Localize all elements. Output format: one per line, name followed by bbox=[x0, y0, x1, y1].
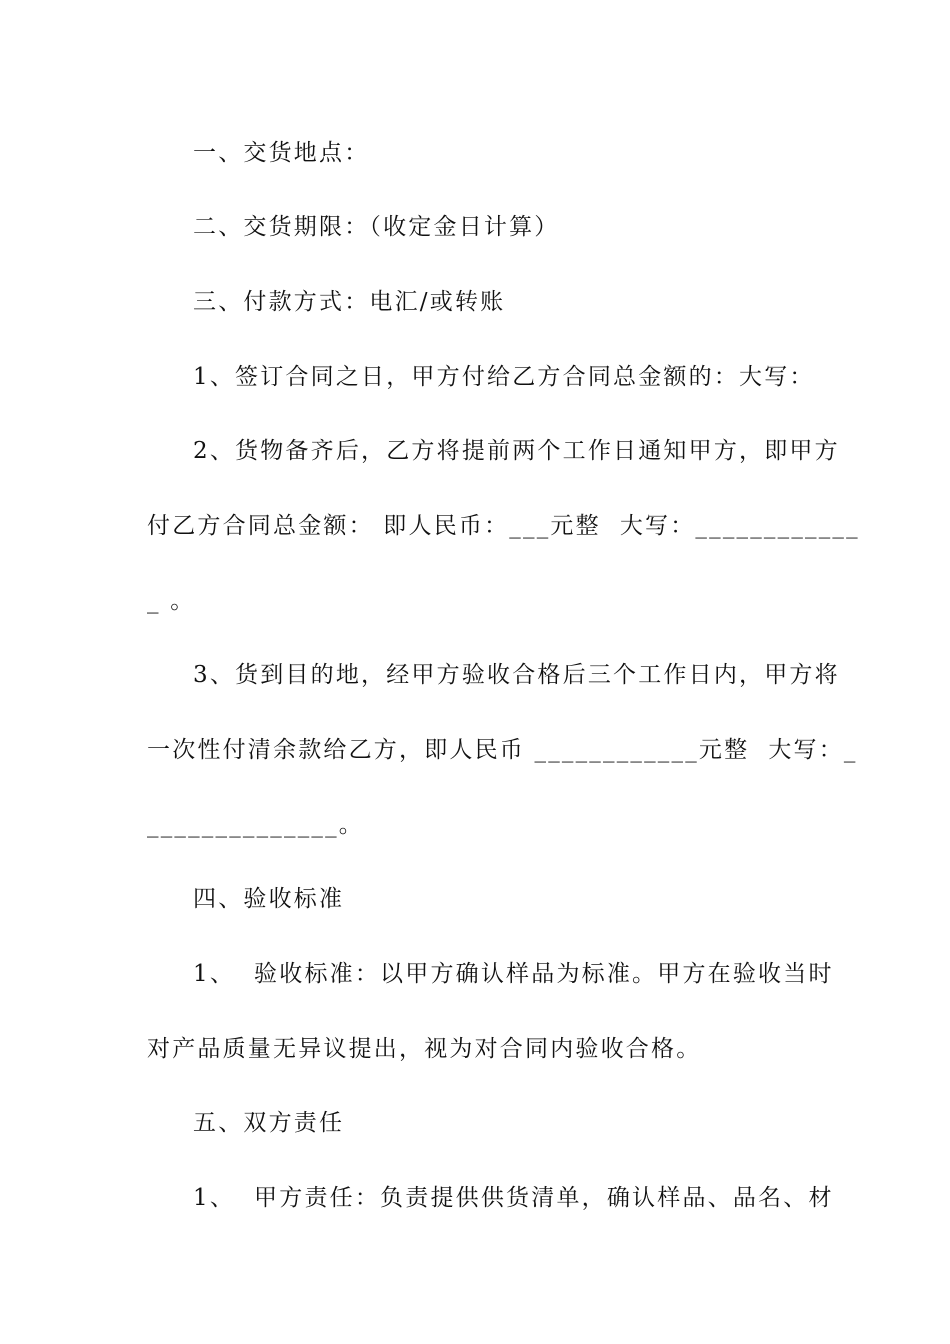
acceptance-clause-1-cont: 对产品质量无异议提出，视为对合同内验收合格。 bbox=[147, 1036, 702, 1062]
payment-clause-1: 1、签订合同之日，甲方付给乙方合同总金额的：大写： bbox=[193, 364, 815, 390]
delivery-location-line: 一、交货地点： bbox=[193, 140, 370, 166]
responsibilities-heading: 五、双方责任 bbox=[193, 1110, 345, 1136]
payment-method-line: 三、付款方式：电汇/或转账 bbox=[193, 289, 506, 315]
payment-clause-3-end: ______________。 bbox=[147, 812, 364, 838]
payment-clause-3: 3、货到目的地，经甲方验收合格后三个工作日内，甲方将 bbox=[193, 662, 840, 688]
payment-clause-3-cont: 一次性付清余款给乙方，即人民币 ____________元整 大写：_ bbox=[147, 737, 858, 763]
payment-clause-2: 2、货物备齐后，乙方将提前两个工作日通知甲方，即甲方 bbox=[193, 438, 840, 464]
delivery-period-line: 二、交货期限：（收定金日计算） bbox=[193, 214, 560, 240]
payment-clause-2-end: _ 。 bbox=[147, 588, 196, 614]
acceptance-clause-1: 1、 验收标准：以甲方确认样品为标准。甲方在验收当时 bbox=[193, 961, 834, 987]
acceptance-heading: 四、验收标准 bbox=[193, 886, 345, 912]
responsibility-clause-1: 1、 甲方责任：负责提供供货清单，确认样品、品名、材 bbox=[193, 1185, 834, 1211]
payment-clause-2-cont: 付乙方合同总金额： 即人民币：___元整 大写：____________ bbox=[147, 513, 860, 539]
